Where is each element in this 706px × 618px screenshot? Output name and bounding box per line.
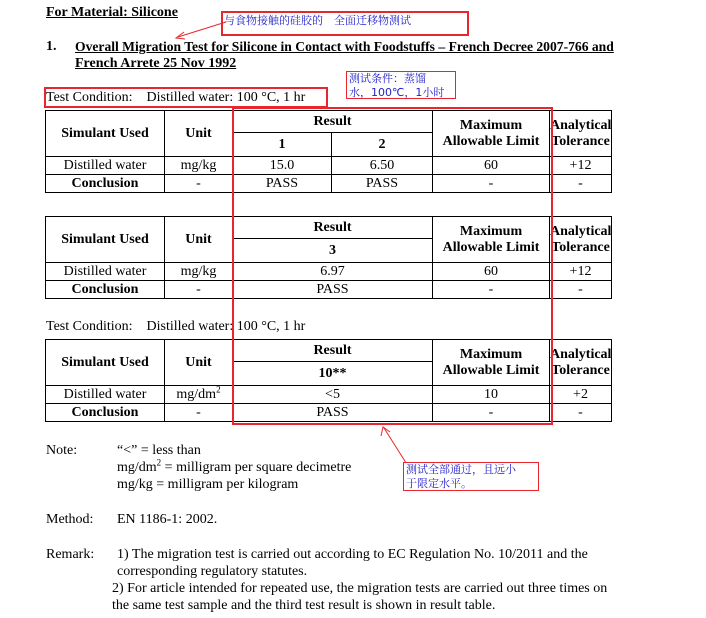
conclusion-result: PASS bbox=[233, 404, 433, 422]
col-unit-header: Unit bbox=[165, 217, 233, 263]
conclusion-label: Conclusion bbox=[46, 404, 165, 422]
cell-tolerance: +12 bbox=[550, 263, 612, 281]
condition-annotation-line2: 水，100℃，1小时 bbox=[349, 86, 445, 99]
conclusion-result: PASS bbox=[233, 281, 433, 299]
col-tolerance-header: Analytical Tolerance bbox=[550, 340, 612, 386]
conclusion-max: - bbox=[433, 281, 550, 299]
cell-result: 6.97 bbox=[233, 263, 433, 281]
remark-line-3: 2) For article intended for repeated use, the migration tests are carried out three times on bbox=[112, 581, 608, 596]
result-sub-header-2: 2 bbox=[332, 133, 433, 157]
conclusion-max: - bbox=[433, 175, 550, 193]
cell-simulant: Distilled water bbox=[46, 263, 165, 281]
cell-result-1: 15.0 bbox=[233, 157, 332, 175]
cell-unit: mg/kg bbox=[165, 157, 233, 175]
cell-unit: mg/kg bbox=[165, 263, 233, 281]
conclusion-unit: - bbox=[165, 281, 233, 299]
test-condition-1-label: Test Condition: bbox=[46, 90, 133, 105]
col-simulant-header: Simulant Used bbox=[46, 340, 165, 386]
pass-annotation bbox=[403, 462, 539, 491]
remark-label: Remark: bbox=[46, 547, 95, 562]
col-result-header: Result bbox=[233, 111, 433, 133]
note-line-3: mg/kg = milligram per kilogram bbox=[117, 477, 299, 492]
conclusion-label: Conclusion bbox=[46, 175, 165, 193]
col-simulant-header: Simulant Used bbox=[46, 111, 165, 157]
cell-max: 60 bbox=[433, 263, 550, 281]
cell-unit: $mg/dm^2$ bbox=[165, 386, 233, 404]
cell-tolerance: +2 bbox=[550, 386, 612, 404]
material-header: For Material: Silicone bbox=[46, 5, 178, 20]
cell-simulant: Distilled water bbox=[46, 386, 165, 404]
conclusion-unit: - bbox=[165, 404, 233, 422]
conclusion-max: - bbox=[433, 404, 550, 422]
cell-simulant: Distilled water bbox=[46, 157, 165, 175]
cell-result: <5 bbox=[233, 386, 433, 404]
section-number: 1. bbox=[46, 39, 57, 54]
test-condition-1-value: Distilled water: 100 °C, 1 hr bbox=[146, 90, 306, 105]
col-simulant-header: Simulant Used bbox=[46, 217, 165, 263]
test-condition-2-label: Test Condition: bbox=[46, 319, 133, 334]
test-condition-1 bbox=[46, 90, 305, 106]
test-condition-2-value: Distilled water: 100 °C, 1 hr bbox=[146, 319, 306, 334]
pass-annotation-line1: 测试全部通过，且远小 bbox=[406, 463, 516, 476]
condition-annotation-line1: 测试条件：蒸馏 bbox=[349, 72, 426, 85]
note-line-2: $mg/dm^2$ = milligram per square decimetre bbox=[117, 457, 352, 475]
results-highlight-box bbox=[232, 107, 553, 425]
col-unit-header: Unit bbox=[165, 340, 233, 386]
col-tolerance-header: Analytical Tolerance bbox=[550, 217, 612, 263]
method-value: EN 1186-1: 2002. bbox=[117, 512, 218, 527]
cell-max: 60 bbox=[433, 157, 550, 175]
note-line-1: “<” = less than bbox=[117, 443, 201, 458]
col-max-header: Maximum Allowable Limit bbox=[433, 340, 550, 386]
cell-tolerance: +12 bbox=[550, 157, 612, 175]
remark-line-1: 1) The migration test is carried out according to EC Regulation No. 10/2011 and the bbox=[117, 547, 588, 562]
result-sub-header-3: 3 bbox=[233, 239, 433, 263]
conclusion-unit: - bbox=[165, 175, 233, 193]
col-result-header: Result bbox=[233, 217, 433, 239]
conclusion-tolerance: - bbox=[550, 404, 612, 422]
note-label: Note: bbox=[46, 443, 78, 458]
remark-line-4: the same test sample and the third test result is shown in result table. bbox=[112, 598, 496, 613]
col-max-header: Maximum Allowable Limit bbox=[433, 111, 550, 157]
col-max-header: Maximum Allowable Limit bbox=[433, 217, 550, 263]
cell-max: 10 bbox=[433, 386, 550, 404]
conclusion-tolerance: - bbox=[550, 175, 612, 193]
condition-annotation bbox=[346, 71, 456, 99]
section-title-line1: Overall Migration Test for Silicone in Contact with Foodstuffs – French Decree 2007-766 and bbox=[75, 39, 614, 54]
conclusion-tolerance: - bbox=[550, 281, 612, 299]
cell-result-2: 6.50 bbox=[332, 157, 433, 175]
col-unit-header: Unit bbox=[165, 111, 233, 157]
col-tolerance-header: Analytical Tolerance bbox=[550, 111, 612, 157]
result-sub-header-1: 1 bbox=[233, 133, 332, 157]
col-result-header: Result bbox=[233, 340, 433, 362]
conclusion-result-2: PASS bbox=[332, 175, 433, 193]
conclusion-result-1: PASS bbox=[233, 175, 332, 193]
remark-line-2: corresponding regulatory statutes. bbox=[117, 564, 308, 579]
method-label: Method: bbox=[46, 512, 94, 527]
section-title-line2: French Arrete 25 Nov 1992 bbox=[75, 56, 237, 71]
conclusion-label: Conclusion bbox=[46, 281, 165, 299]
pass-annotation-line2: 于限定水平。 bbox=[406, 477, 472, 490]
result-sub-header-10: 10** bbox=[233, 362, 433, 386]
title-annotation-text: 与食物接触的硅胶的 全面迁移物测试 bbox=[224, 14, 411, 27]
